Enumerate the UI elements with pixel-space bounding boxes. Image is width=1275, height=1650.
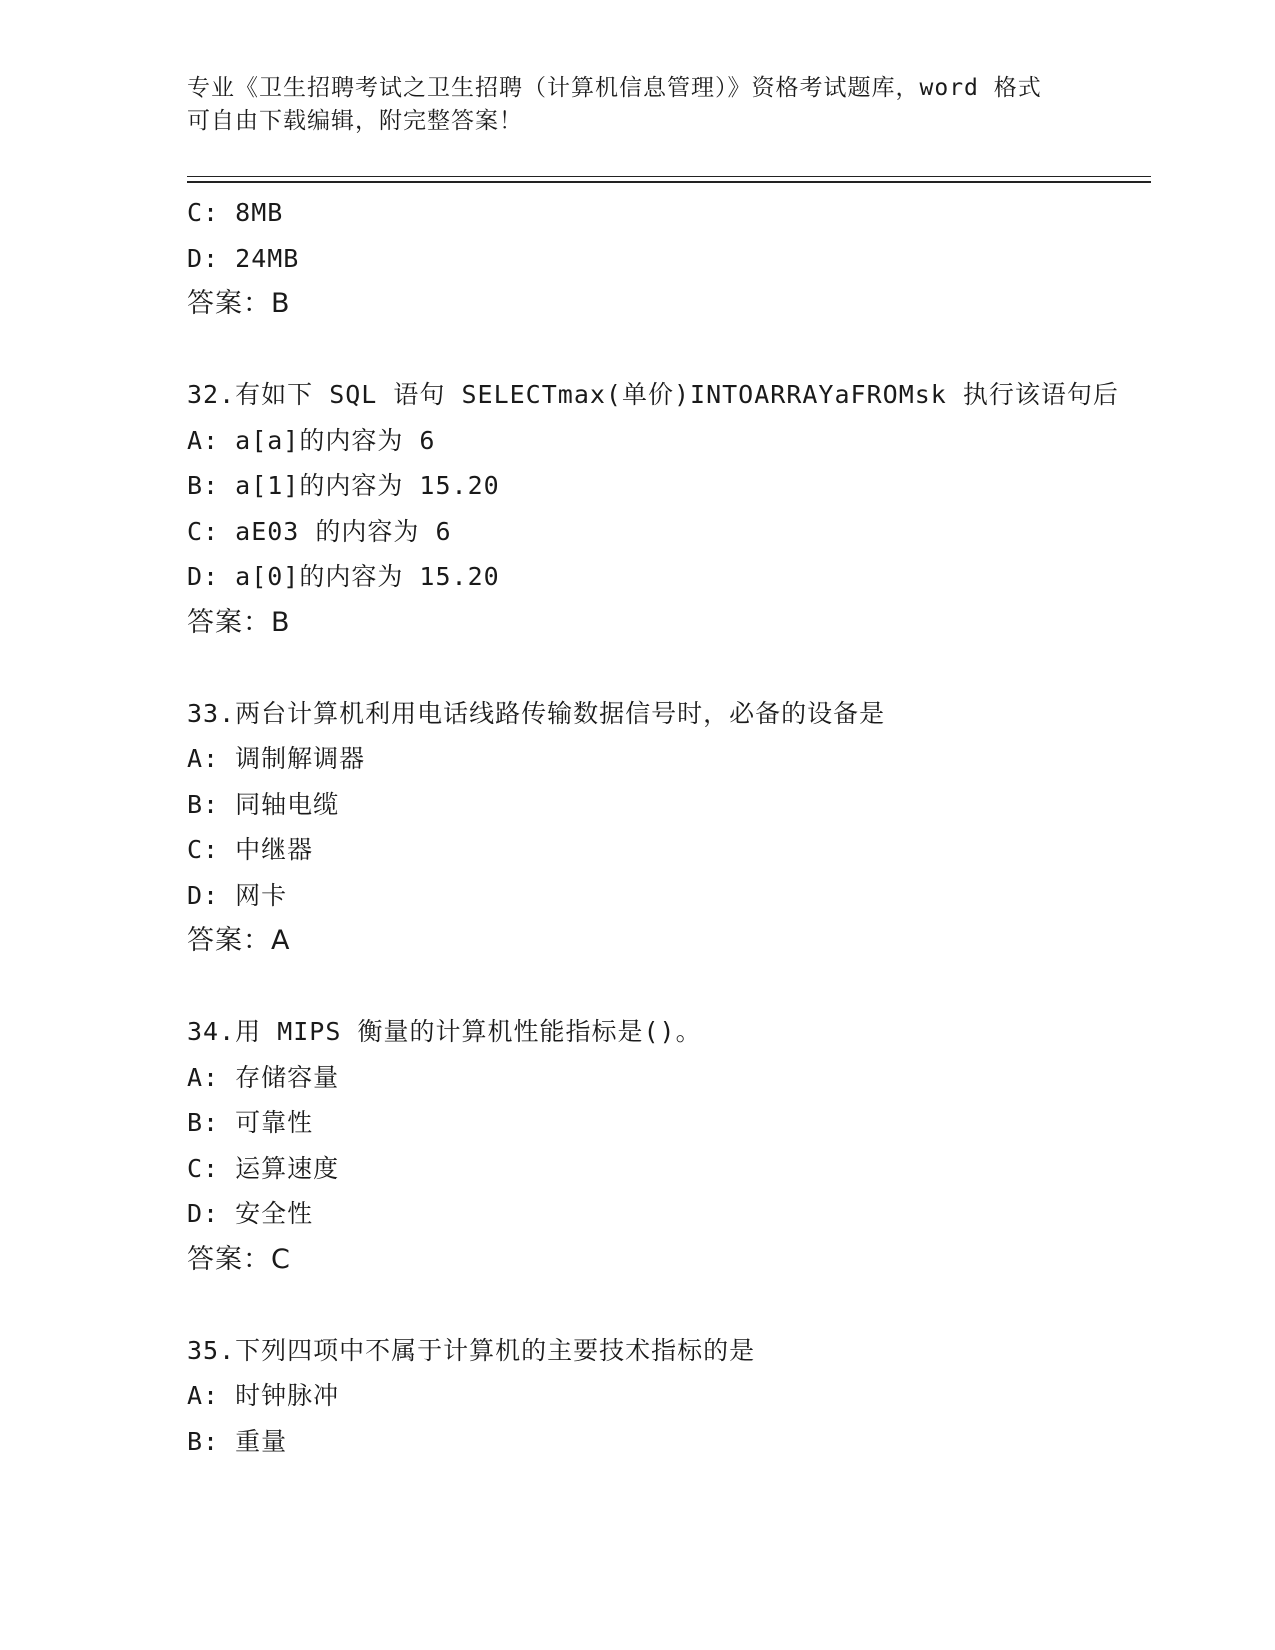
option-c: C: 8MB [187, 198, 284, 227]
answer-line: 答案：A [187, 925, 291, 956]
option-c: C: aE03 的内容为 6 [187, 516, 452, 546]
spacer [187, 964, 1147, 1010]
option-a: A: 存储容量 [187, 1062, 340, 1092]
option-a: A: 调制解调器 [187, 744, 366, 773]
answer-line: 答案：C [187, 1243, 291, 1275]
header-divider [187, 176, 1151, 177]
option-d: D: a[0]的内容为 15.20 [187, 562, 500, 591]
option-b: B: a[1]的内容为 15.20 [187, 471, 500, 500]
question-stem: 34.用 MIPS 衡量的计算机性能指标是()。 [187, 1017, 702, 1046]
header-line-1: 专业《卫生招聘考试之卫生招聘（计算机信息管理）》资格考试题库，word 格式 [187, 75, 1042, 101]
option-d: D: 安全性 [187, 1199, 314, 1228]
spacer [187, 327, 1147, 373]
answer-line: 答案：B [187, 288, 291, 319]
question-stem: 33.两台计算机利用电话线路传输数据信号时，必备的设备是 [187, 698, 886, 728]
header-line-2: 可自由下载编辑，附完整答案！ [187, 108, 523, 134]
option-d: D: 网卡 [187, 880, 288, 910]
option-c: C: 中继器 [187, 835, 314, 864]
option-c: C: 运算速度 [187, 1153, 340, 1183]
header-divider-thick [187, 181, 1151, 183]
spacer [187, 645, 1147, 691]
option-b: B: 可靠性 [187, 1108, 314, 1137]
option-d: D: 24MB [187, 243, 300, 273]
option-a: A: a[a]的内容为 6 [187, 425, 436, 455]
answer-line: 答案：B [187, 606, 291, 638]
question-stem: 35.下列四项中不属于计算机的主要技术指标的是 [187, 1335, 756, 1365]
option-a: A: 时钟脉冲 [187, 1381, 340, 1410]
option-b: B: 同轴电缆 [187, 789, 340, 819]
spacer [187, 1282, 1147, 1328]
question-list [187, 190, 1147, 1464]
document-header [187, 72, 1067, 138]
question-stem: 32.有如下 SQL 语句 SELECTmax(单价)INTOARRAYaFROMsk 执行该语句后 [187, 380, 1119, 409]
option-b: B: 重量 [187, 1426, 288, 1456]
